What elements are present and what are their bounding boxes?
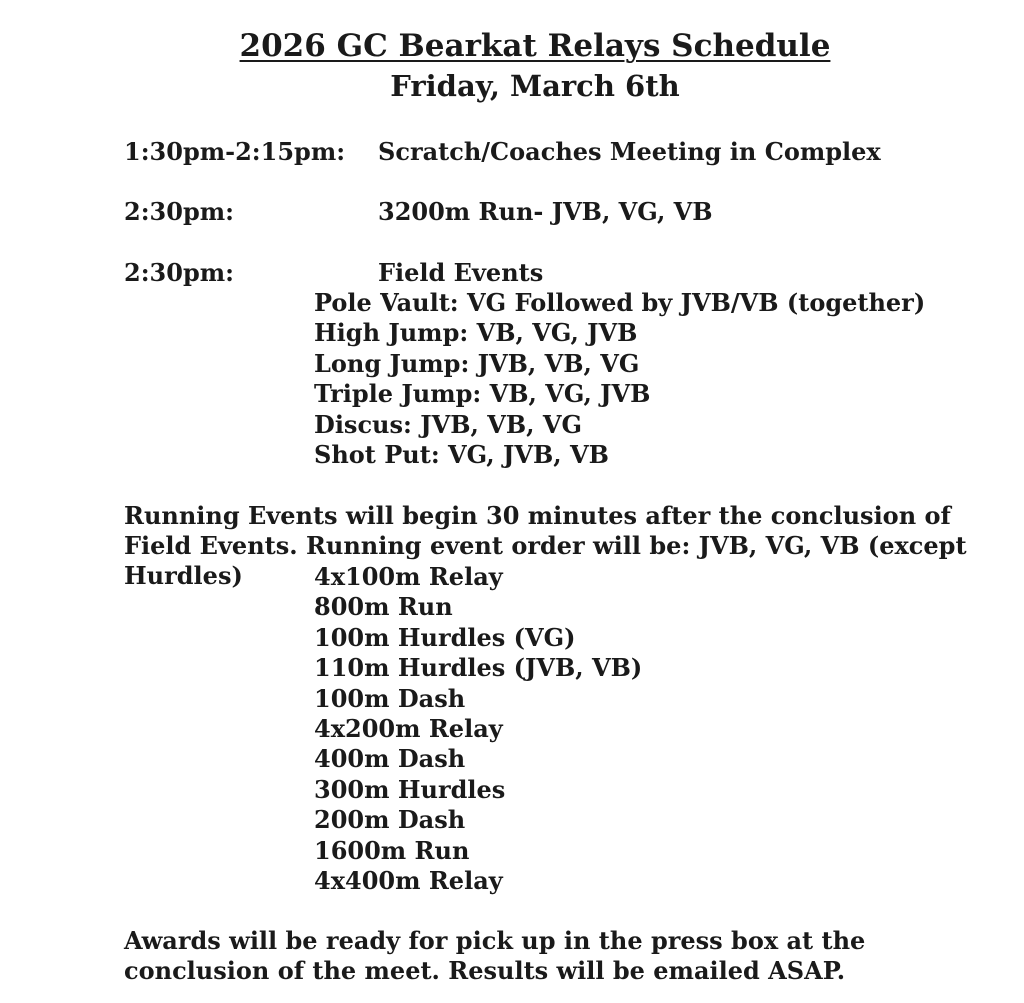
field-event-item: Triple Jump: VB, VG, JVB	[314, 379, 651, 409]
page-title: 2026 GC Bearkat Relays Schedule	[239, 28, 831, 64]
field-event-item: Shot Put: VG, JVB, VB	[314, 440, 609, 470]
field-event-item: Long Jump: JVB, VB, VG	[314, 348, 640, 378]
schedule-event-1: Scratch/Coaches Meeting in Complex	[378, 137, 881, 166]
running-event-item: 4x400m Relay	[314, 866, 503, 896]
running-events-list	[314, 562, 642, 896]
awards-note: Awards will be ready for pick up in the press box at the conclusion of the meet. Results will be emailed ASAP.	[124, 926, 866, 985]
running-event-item: 400m Dash	[314, 744, 466, 774]
running-event-item: 4x200m Relay	[314, 714, 503, 744]
running-event-item: 4x100m Relay	[314, 562, 503, 591]
field-events-list	[314, 288, 925, 470]
page-date: Friday, March 6th	[390, 69, 680, 103]
running-event-item: 100m Hurdles (VG)	[314, 622, 576, 652]
schedule-event-3: Field Events	[378, 258, 544, 287]
running-event-item: 1600m Run	[314, 835, 470, 865]
schedule-event-2: 3200m Run- JVB, VG, VB	[378, 197, 713, 226]
schedule-time-3: 2:30pm:	[124, 258, 234, 287]
schedule-time-1: 1:30pm-2:15pm:	[124, 137, 346, 166]
running-event-item: 300m Hurdles	[314, 774, 506, 804]
field-event-item: High Jump: VB, VG, JVB	[314, 318, 638, 348]
running-event-item: 800m Run	[314, 592, 453, 622]
running-events-intro: Running Events will begin 30 minutes after the conclusion of Field Events. Running event order will be: JVB, VG, VB (except Hurdles)	[124, 501, 967, 590]
running-event-item: 200m Dash	[314, 805, 466, 835]
field-event-item: Pole Vault: VG Followed by JVB/VB (together)	[314, 288, 926, 317]
running-event-item: 100m Dash	[314, 683, 466, 713]
schedule-time-2: 2:30pm:	[124, 197, 234, 226]
running-event-item: 110m Hurdles (JVB, VB)	[314, 653, 643, 683]
field-event-item: Discus: JVB, VB, VG	[314, 409, 582, 439]
